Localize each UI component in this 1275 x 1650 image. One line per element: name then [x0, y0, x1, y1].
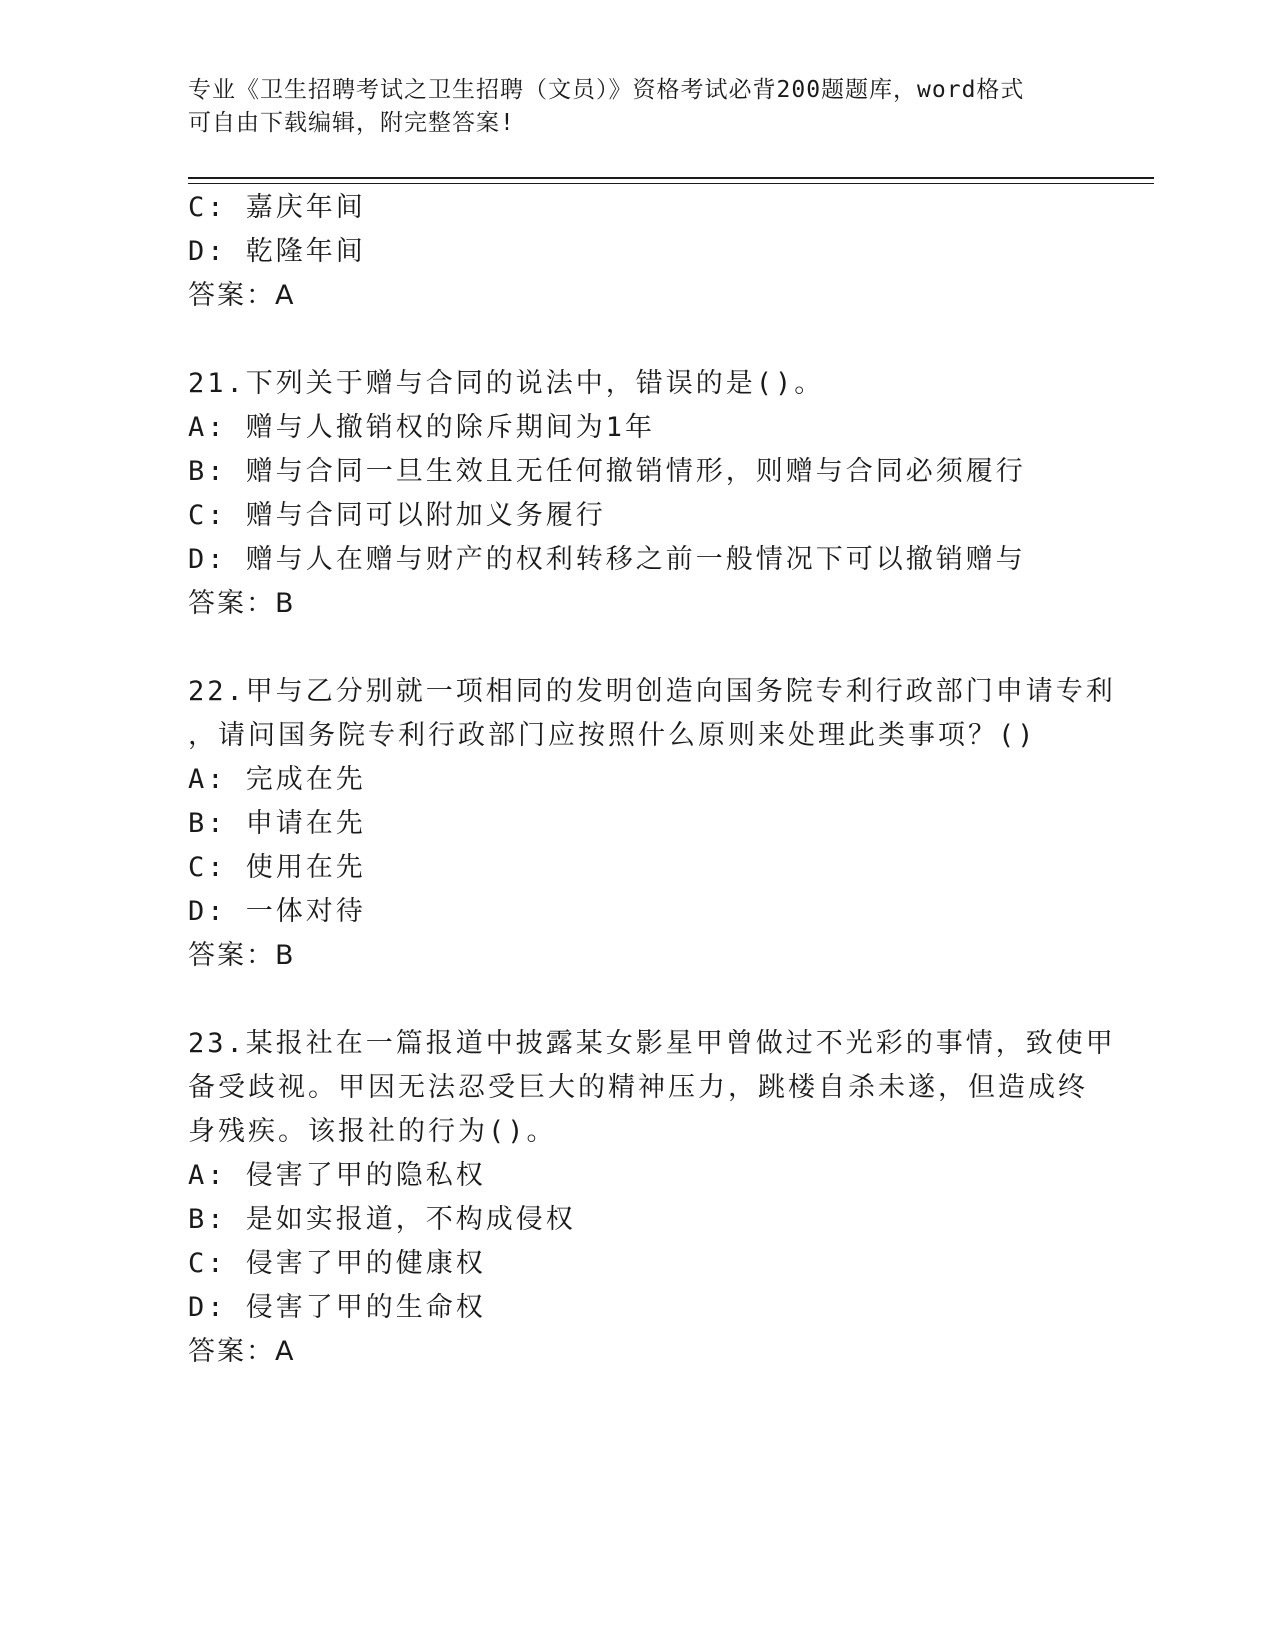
- q21-stem: 21.下列关于赠与合同的说法中，错误的是()。: [188, 368, 825, 399]
- q23-option-c: C: 侵害了甲的健康权: [188, 1248, 486, 1279]
- q23-option-b: B: 是如实报道，不构成侵权: [188, 1204, 576, 1235]
- q22-stem-line-2: ，请问国务院专利行政部门应按照什么原则来处理此类事项？(): [188, 720, 1037, 751]
- q20-option-d: D: 乾隆年间: [188, 236, 366, 267]
- q22-option-c: C: 使用在先: [188, 852, 366, 883]
- header-line-2: 可自由下载编辑，附完整答案!: [188, 110, 515, 136]
- q20-option-c: C: 嘉庆年间: [188, 192, 366, 223]
- q22-answer: 答案：B: [188, 940, 296, 971]
- q21-option-b: B: 赠与合同一旦生效且无任何撤销情形，则赠与合同必须履行: [188, 456, 1026, 487]
- q23-stem-line-2: 备受歧视。甲因无法忍受巨大的精神压力，跳楼自杀未遂，但造成终: [188, 1072, 1088, 1103]
- q23-stem-line-3: 身残疾。该报社的行为()。: [188, 1116, 557, 1147]
- q23-option-d: D: 侵害了甲的生命权: [188, 1292, 486, 1323]
- document-header: [188, 74, 1088, 140]
- q22-option-d: D: 一体对待: [188, 896, 366, 927]
- q21-option-d: D: 赠与人在赠与财产的权利转移之前一般情况下可以撤销赠与: [188, 544, 1026, 575]
- header-line-1: 专业《卫生招聘考试之卫生招聘（文员）》资格考试必背200题题库，word格式: [188, 77, 1025, 103]
- q23-option-a: A: 侵害了甲的隐私权: [188, 1160, 486, 1191]
- q23-answer: 答案：A: [188, 1336, 296, 1367]
- q23-stem-line-1: 23.某报社在一篇报道中披露某女影星甲曾做过不光彩的事情，致使甲: [188, 1028, 1116, 1059]
- header-divider-thin: [188, 183, 1154, 184]
- q22-option-b: B: 申请在先: [188, 808, 366, 839]
- q21-option-a: A: 赠与人撤销权的除斥期间为1年: [188, 412, 656, 443]
- q20-answer: 答案：A: [188, 280, 296, 311]
- q21-answer: 答案：B: [188, 588, 296, 619]
- q22-option-a: A: 完成在先: [188, 764, 366, 795]
- header-divider-thick: [188, 177, 1154, 179]
- q21-option-c: C: 赠与合同可以附加义务履行: [188, 500, 606, 531]
- q22-stem-line-1: 22.甲与乙分别就一项相同的发明创造向国务院专利行政部门申请专利: [188, 676, 1116, 707]
